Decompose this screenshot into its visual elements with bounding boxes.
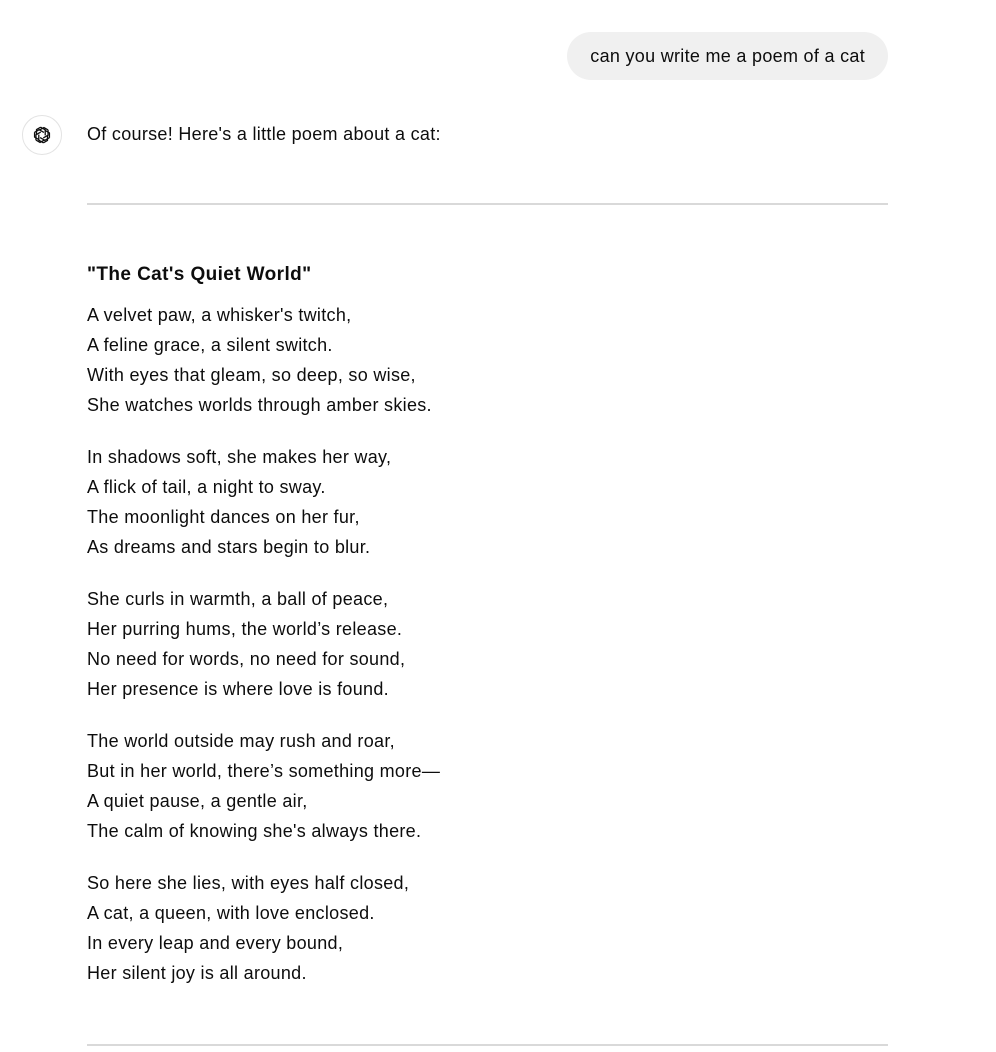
poem-line: But in her world, there’s something more— [87, 761, 441, 781]
divider-top [87, 203, 888, 205]
poem-body [87, 300, 440, 1010]
poem-stanza [87, 442, 440, 562]
poem-line: The world outside may rush and roar, [87, 731, 395, 751]
poem-line: No need for words, no need for sound, [87, 649, 406, 669]
poem-title: "The Cat's Quiet World" [87, 264, 312, 285]
poem-line: As dreams and stars begin to blur. [87, 537, 371, 557]
poem-line: So here she lies, with eyes half closed, [87, 873, 410, 893]
assistant-avatar [22, 115, 62, 155]
poem-line: A quiet pause, a gentle air, [87, 791, 308, 811]
divider-bottom [87, 1044, 888, 1046]
poem-stanza [87, 726, 440, 846]
openai-logo-icon [31, 124, 53, 146]
poem-line: A flick of tail, a night to sway. [87, 477, 326, 497]
assistant-message [87, 120, 888, 983]
user-message-row [567, 32, 888, 80]
poem-stanza [87, 584, 440, 704]
poem-stanza [87, 300, 440, 420]
poem-line: A velvet paw, a whisker's twitch, [87, 305, 352, 325]
assistant-intro-text: Of course! Here's a little poem about a cat: [87, 124, 441, 144]
poem-line: She watches worlds through amber skies. [87, 395, 432, 415]
poem-line: The calm of knowing she's always there. [87, 821, 422, 841]
poem-line: In every leap and every bound, [87, 933, 344, 953]
poem-line: A cat, a queen, with love enclosed. [87, 903, 375, 923]
poem-line: In shadows soft, she makes her way, [87, 447, 392, 467]
poem-line: Her silent joy is all around. [87, 963, 307, 983]
poem-line: Her presence is where love is found. [87, 679, 389, 699]
poem-line: A feline grace, a silent switch. [87, 335, 333, 355]
user-message-bubble: can you write me a poem of a cat [567, 32, 888, 80]
poem-line: With eyes that gleam, so deep, so wise, [87, 365, 416, 385]
poem-stanza [87, 868, 440, 988]
poem-line: Her purring hums, the world’s release. [87, 619, 403, 639]
poem-line: The moonlight dances on her fur, [87, 507, 360, 527]
poem-line: She curls in warmth, a ball of peace, [87, 589, 389, 609]
